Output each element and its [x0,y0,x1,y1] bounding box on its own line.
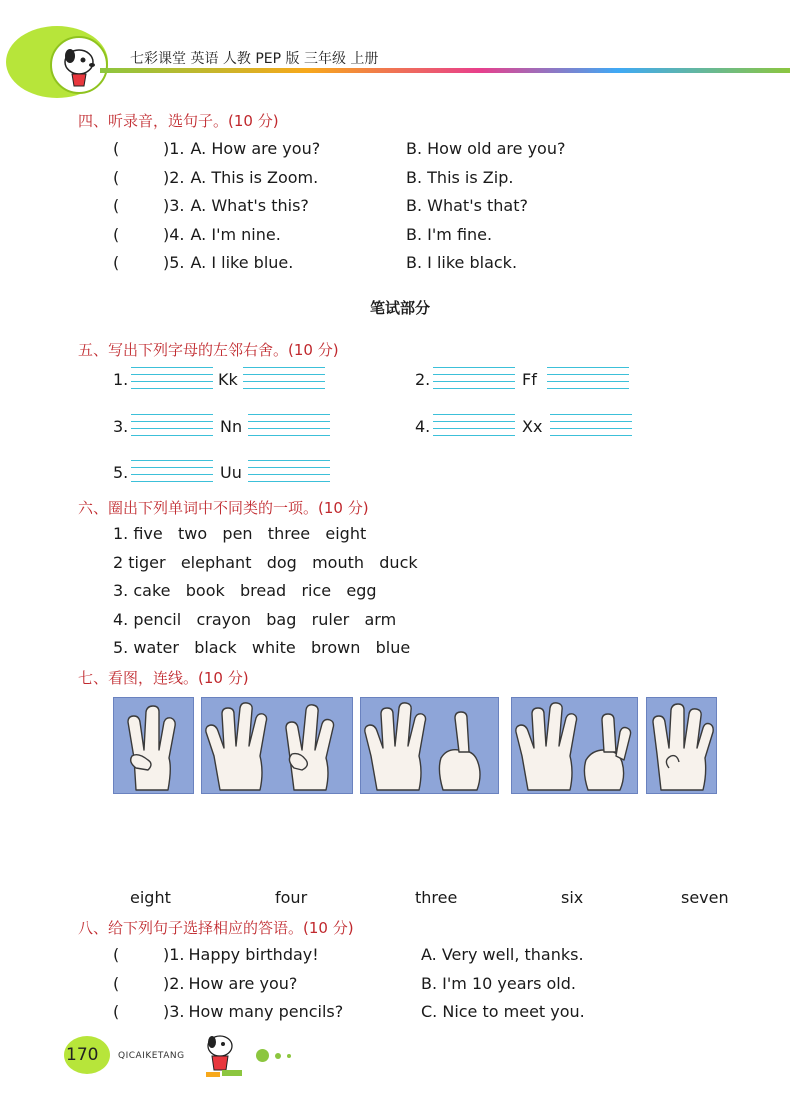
number-word[interactable]: three [415,888,458,907]
question-number: )1. [163,139,185,158]
writing-lines-right[interactable] [243,367,325,389]
footer-dot-small [287,1054,291,1058]
footer-mascot-icon [198,1030,244,1080]
letter-item-letter: Kk [218,370,238,389]
writing-lines-right[interactable] [248,414,330,436]
written-part-heading: 笔试部分 [369,299,430,317]
question-text: Happy birthday! [188,945,319,964]
listening-row [113,225,281,244]
option-b: B. This is Zip. [406,167,514,187]
answer-blank[interactable]: ( [113,224,120,244]
writing-lines-left[interactable] [131,367,213,389]
question-text: How many pencils? [188,1002,344,1021]
response-row [113,945,319,964]
answer-blank[interactable]: ( [113,253,120,272]
number-word[interactable]: six [561,888,584,907]
listening-row [113,168,318,187]
letter-item-letter: Uu [220,463,242,482]
option-a: A. What's this? [190,196,309,215]
option-b: B. How old are you? [406,139,566,158]
footer-dot-large [256,1049,269,1062]
answer-blank[interactable]: ( [113,167,120,187]
picture-hand-four[interactable] [646,697,717,794]
section-7-title: 七、看图，连线。(10 分) [78,669,249,687]
letter-item-number: 3. [113,417,129,436]
section-8-title: 八、给下列句子选择相应的答语。(10 分) [78,919,354,937]
brand-name: QICAIKETANG [118,1051,185,1061]
writing-lines-right[interactable] [547,367,629,389]
letter-item-number: 1. [113,370,129,389]
option-a: A. How are you? [190,139,321,158]
writing-lines-left[interactable] [433,367,515,389]
option-a: A. I'm nine. [190,224,281,244]
question-number: )2. [163,973,185,993]
number-word[interactable]: eight [130,888,171,907]
letter-item-number: 2. [415,370,431,389]
question-text: How are you? [188,973,298,993]
header-rule [100,68,790,73]
response-option: C. Nice to meet you. [421,1002,585,1021]
option-a: A. I like blue. [190,253,294,272]
option-b: B. I'm fine. [406,224,493,244]
answer-blank[interactable]: ( [113,973,120,993]
question-number: )5. [163,253,185,272]
answer-blank[interactable]: ( [113,1002,120,1021]
response-row [113,974,297,993]
writing-lines-right[interactable] [248,460,330,482]
answer-blank[interactable]: ( [113,139,120,158]
page-number: 170 [66,1045,99,1065]
footer-dot-medium [275,1053,281,1059]
letter-item-number: 4. [415,417,431,436]
option-a: A. This is Zoom. [190,167,319,187]
word-group-row[interactable]: 4. pencil crayon bag ruler arm [113,609,397,629]
word-group-row[interactable]: 2 tiger elephant dog mouth duck [113,552,418,572]
letter-item-letter: Nn [220,417,243,436]
response-option: A. Very well, thanks. [421,945,584,964]
letter-item-letter: Xx [522,417,543,436]
picture-hands-seven[interactable] [511,697,638,794]
question-number: )1. [163,945,185,964]
section-4-title: 四、听录音，选句子。(10 分) [78,112,279,130]
header-title: 七彩课堂 英语 人教 PEP 版 三年级 上册 [130,51,379,67]
picture-hands-six[interactable] [360,697,499,794]
listening-row [113,196,309,215]
word-group-row[interactable]: 3. cake book bread rice egg [113,581,377,600]
response-option: B. I'm 10 years old. [421,973,576,993]
question-number: )4. [163,224,185,244]
letter-item-number: 5. [113,463,129,482]
writing-lines-right[interactable] [550,414,632,436]
picture-hand-three[interactable] [113,697,194,794]
question-number: )2. [163,167,185,187]
mascot-icon [50,36,108,94]
response-row [113,1002,343,1021]
listening-row [113,139,320,158]
question-number: )3. [163,1002,185,1021]
number-word[interactable]: seven [681,888,729,907]
question-number: )3. [163,196,185,215]
option-b: B. What's that? [406,196,528,215]
listening-row [113,253,293,272]
section-5-title: 五、写出下列字母的左邻右舍。(10 分) [78,341,339,359]
picture-hands-eight[interactable] [201,697,353,794]
word-group-row[interactable]: 5. water black white brown blue [113,638,411,657]
word-group-row[interactable]: 1. five two pen three eight [113,524,367,543]
writing-lines-left[interactable] [433,414,515,436]
letter-item-letter: Ff [522,370,537,389]
option-b: B. I like black. [406,253,518,272]
writing-lines-left[interactable] [131,460,213,482]
number-word[interactable]: four [275,888,308,907]
writing-lines-left[interactable] [131,414,213,436]
section-6-title: 六、圈出下列单词中不同类的一项。(10 分) [78,499,369,517]
answer-blank[interactable]: ( [113,945,120,964]
answer-blank[interactable]: ( [113,196,120,215]
